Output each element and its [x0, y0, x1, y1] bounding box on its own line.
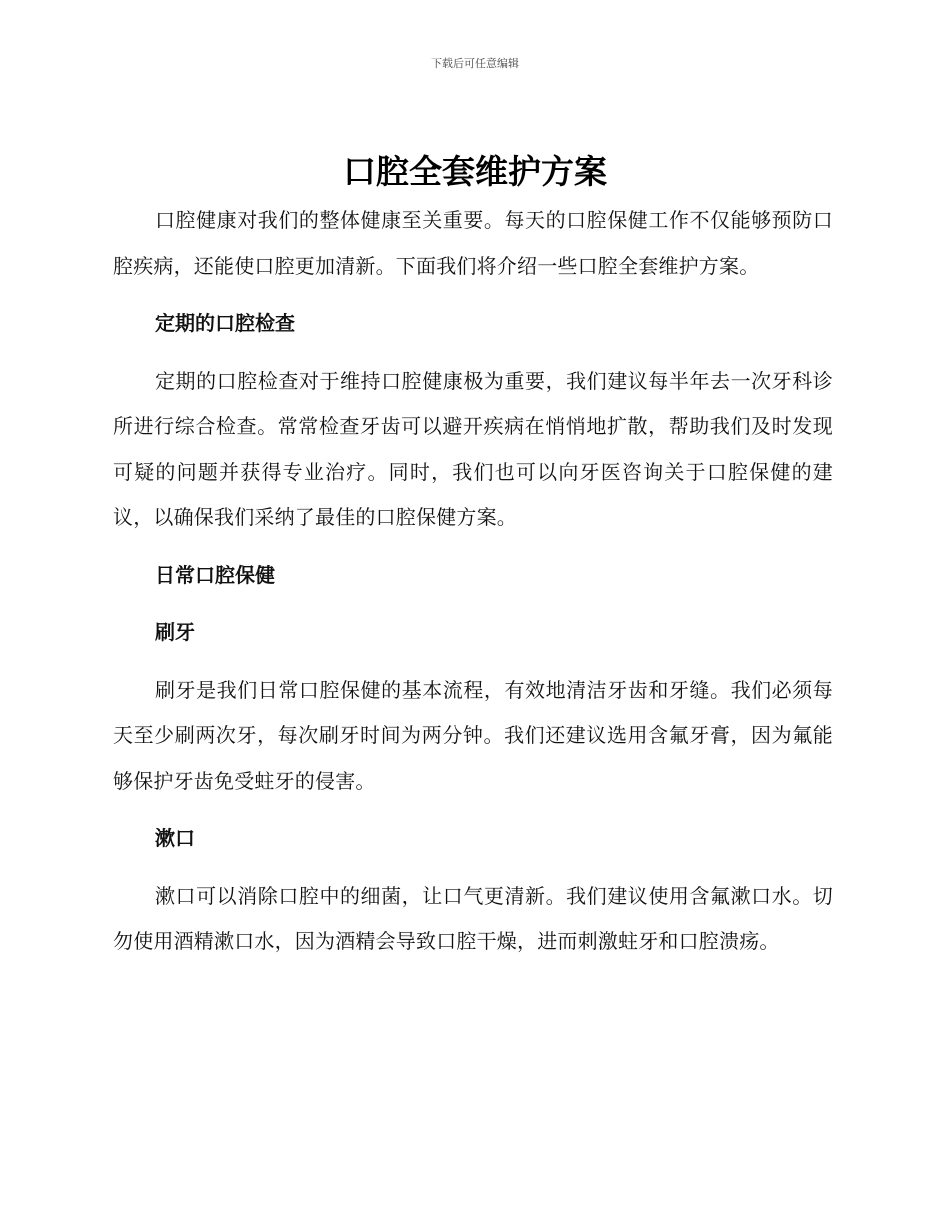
- document-body: [113, 198, 833, 965]
- subsection-heading-rinse: 漱口: [155, 826, 195, 850]
- rinse-paragraph: 漱口可以消除口腔中的细菌，让口气更清新。我们建议使用含氟漱口水。切勿使用酒精漱口水，因为酒精会导致口腔干燥，进而刺激蛀牙和口腔溃疡。: [113, 883, 833, 953]
- header-note: 下载后可任意编辑: [431, 57, 519, 70]
- document-title: 口腔全套维护方案: [343, 152, 607, 191]
- intro-paragraph: 口腔健康对我们的整体健康至关重要。每天的口腔保健工作不仅能够预防口腔疾病，还能使口腔更加清新。下面我们将介绍一些口腔全套维护方案。: [113, 208, 833, 278]
- section-heading-checkup: 定期的口腔检查: [155, 311, 295, 335]
- checkup-paragraph: 定期的口腔检查对于维持口腔健康极为重要，我们建议每半年去一次牙科诊所进行综合检查。常常检查牙齿可以避开疾病在悄悄地扩散，帮助我们及时发现可疑的问题并获得专业治疗。同时，我们也可以向牙医咨询关于口腔保健的建议，以确保我们采纳了最佳的口腔保健方案。: [113, 368, 833, 529]
- section-heading-daily-care: 日常口腔保健: [155, 562, 275, 587]
- subsection-heading-brushing: 刷牙: [155, 620, 195, 644]
- brushing-paragraph: 刷牙是我们日常口腔保健的基本流程，有效地清洁牙齿和牙缝。我们必须每天至少刷两次牙，每次刷牙时间为两分钟。我们还建议选用含氟牙膏，因为氟能够保护牙齿免受蛀牙的侵害。: [113, 677, 833, 793]
